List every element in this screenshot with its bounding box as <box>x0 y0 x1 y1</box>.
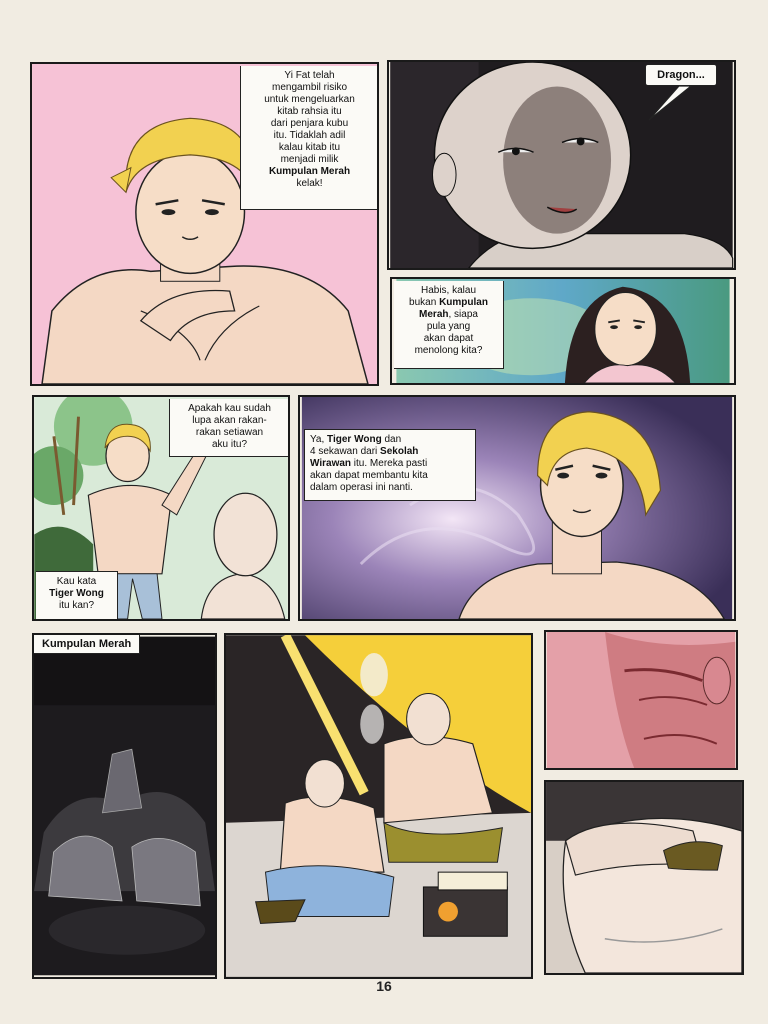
speech-bubble-panel-4-bottom <box>36 571 118 619</box>
speech-line: Habis, kalau <box>420 285 477 296</box>
panel-3 <box>390 277 736 385</box>
speech-bubble-panel-1 <box>240 66 378 210</box>
panel-6-art <box>34 635 215 977</box>
speech-line <box>399 309 498 321</box>
speech-line: menolong kita? <box>414 345 483 356</box>
speech-text: dan <box>381 434 402 445</box>
speech-line: kitab rahsia itu <box>277 106 342 117</box>
speech-line: Kau kata <box>56 576 97 587</box>
speech-line <box>310 446 470 458</box>
speech-bubble-panel-4-top <box>169 399 289 457</box>
speech-line <box>310 434 470 446</box>
speech-line: itu kan? <box>58 600 95 611</box>
page-number: 16 <box>376 978 392 994</box>
speech-text: bukan <box>409 297 440 308</box>
speech-bold-text: Sekolah <box>380 446 419 457</box>
speech-line: rakan setiawan <box>195 427 264 438</box>
speech-line: pula yang <box>426 321 471 332</box>
panel-9-art <box>546 782 742 973</box>
panel-7-art <box>226 635 531 977</box>
speech-line: lupa akan rakan- <box>192 415 267 426</box>
speech-text: Ya, <box>310 434 328 445</box>
panel-1 <box>30 62 379 386</box>
speech-line: mengambil risiko <box>271 82 348 93</box>
speech-line <box>310 458 470 470</box>
speech-text: itu. Mereka pasti <box>351 458 428 469</box>
caption-panel-6 <box>34 635 140 654</box>
panel-6 <box>32 633 217 979</box>
speech-line: dari penjara kubu <box>270 118 349 129</box>
panel-5 <box>298 395 736 621</box>
speech-line: kalau kitab itu <box>278 142 341 153</box>
speech-bubble-panel-2 <box>645 64 717 86</box>
speech-line: kelak! <box>296 178 323 189</box>
speech-text: , siapa <box>448 309 478 320</box>
speech-line: akan dapat <box>423 333 474 344</box>
panel-2 <box>387 60 736 270</box>
panel-8 <box>544 630 738 770</box>
speech-bold-text: Wirawan <box>310 458 352 469</box>
speech-line: Apakah kau sudah <box>188 403 271 414</box>
speech-line: dalam operasi ini nanti. <box>310 482 413 493</box>
speech-line: itu. Tidaklah adil <box>273 130 346 141</box>
speech-bubble-panel-5 <box>304 429 476 501</box>
panel-4 <box>32 395 290 621</box>
speech-bold-text: Tiger Wong <box>49 588 104 599</box>
speech-bold-text: Merah <box>419 309 449 320</box>
panel-9 <box>544 780 744 975</box>
speech-bold-text: Kumpulan <box>439 297 488 308</box>
speech-text: Dragon... <box>657 69 705 81</box>
speech-line <box>399 297 498 309</box>
speech-line-bold <box>246 166 373 178</box>
speech-bold-text: Kumpulan Merah <box>268 166 351 177</box>
speech-bubble-panel-3 <box>394 281 504 369</box>
speech-bold-text: Tiger Wong <box>327 434 382 445</box>
speech-line: untuk mengeluarkan <box>264 94 355 105</box>
panel-7 <box>224 633 533 979</box>
speech-tail <box>639 86 699 122</box>
speech-text: 4 sekawan dari <box>310 446 381 457</box>
speech-line: aku itu? <box>211 439 248 450</box>
speech-line: Yi Fat telah <box>284 70 335 81</box>
caption-text: Kumpulan Merah <box>42 638 132 650</box>
panel-8-art <box>546 632 736 768</box>
speech-line: akan dapat membantu kita <box>310 470 428 481</box>
speech-line-bold <box>41 588 112 600</box>
speech-line: menjadi milik <box>280 154 339 165</box>
